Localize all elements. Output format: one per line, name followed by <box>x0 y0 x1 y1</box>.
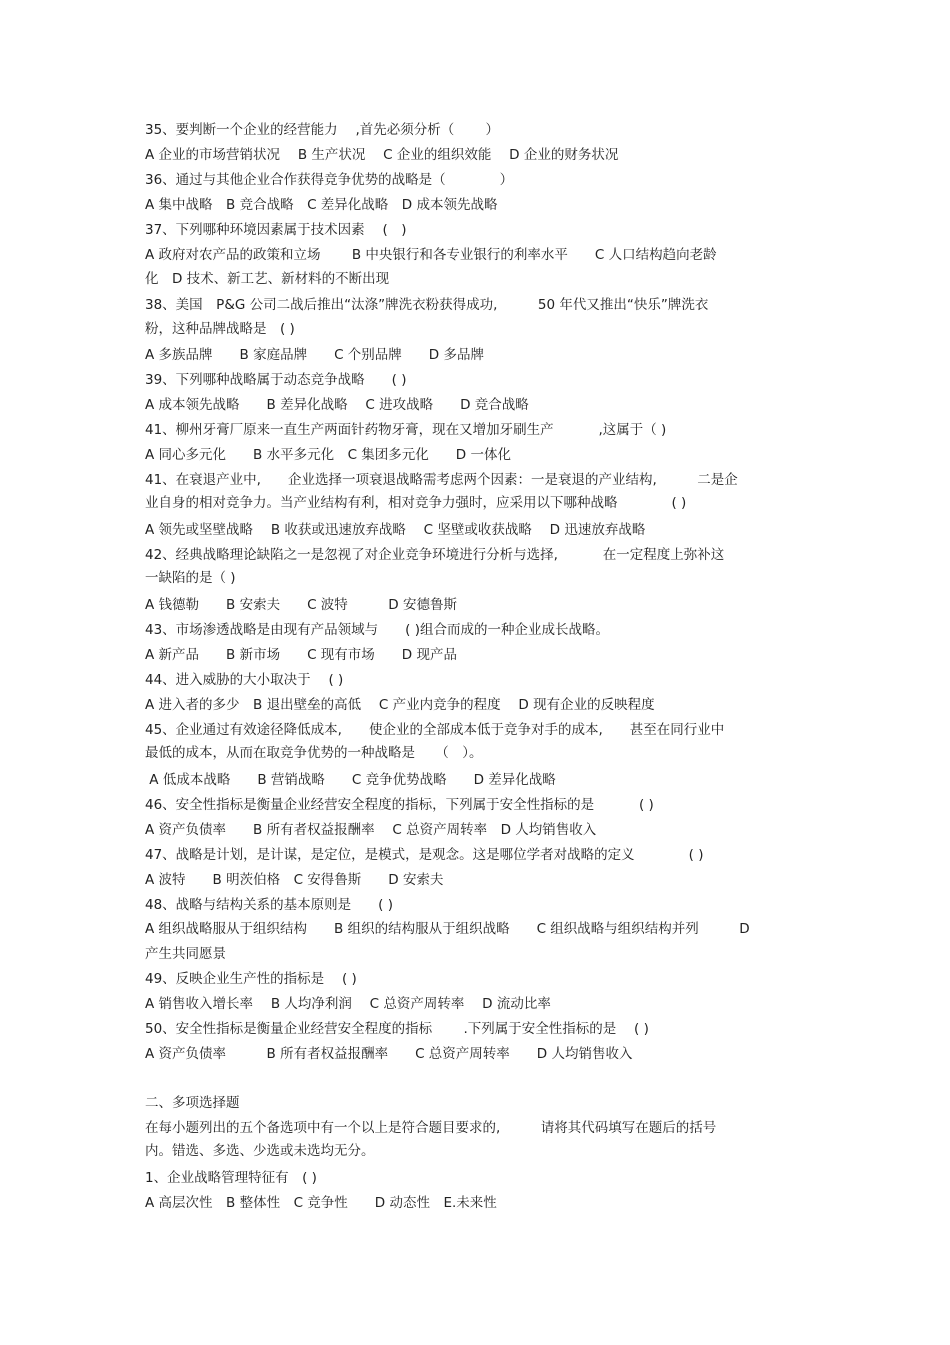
text-line: 46、安全性指标是衡量企业经营安全程度的指标，下列属于安全性指标的是 ( ) <box>145 797 654 813</box>
text-line: A 多族品牌 B 家庭品牌 C 个别品牌 D 多品牌 <box>145 347 484 363</box>
text-line: 42、经典战略理论缺陷之一是忽视了对企业竞争环境进行分析与选择, 在一定程度上弥补这 <box>145 547 725 563</box>
text-line: 44、进入威胁的大小取决于 ( ) <box>145 672 344 688</box>
text-line: 49、反映企业生产性的指标是 ( ) <box>145 971 357 987</box>
text-line: 50、安全性指标是衡量企业经营安全程度的指标 .下列属于安全性指标的是 ( ) <box>145 1021 649 1037</box>
text-line: 36、通过与其他企业合作获得竞争优势的战略是（ ） <box>145 172 514 188</box>
text-line: 45、企业通过有效途径降低成本, 使企业的全部成本低于竞争对手的成本, 甚至在同行业中 <box>145 722 725 738</box>
text-line: 1、企业战略管理特征有 ( ) <box>145 1170 317 1186</box>
text-line: A 领先或坚壁战略 B 收获或迅速放弃战略 C 坚壁或收获战略 D 迅速放弃战略 <box>145 522 646 538</box>
text-line: A 同心多元化 B 水平多元化 C 集团多元化 D 一体化 <box>145 447 511 463</box>
text-line: A 低成本战略 B 营销战略 C 竞争优势战略 D 差异化战略 <box>145 772 556 788</box>
text-line: 39、下列哪种战略属于动态竞争战略 ( ) <box>145 372 407 388</box>
text-line: 二、多项选择题 <box>145 1095 240 1111</box>
text-line: 最低的成本，从而在取竞争优势的一种战略是 （ ）。 <box>145 745 483 761</box>
text-line: 产生共同愿景 <box>145 946 226 962</box>
text-line: A 钱德勒 B 安索夫 C 波特 D 安德鲁斯 <box>145 597 457 613</box>
text-line: 化 D 技术、新工艺、新材料的不断出现 <box>145 271 390 287</box>
text-line: 35、要判断一个企业的经营能力 ,首先必须分析（ ） <box>145 122 500 138</box>
text-line: A 新产品 B 新市场 C 现有市场 D 现产品 <box>145 647 457 663</box>
text-line: A 企业的市场营销状况 B 生产状况 C 企业的组织效能 D 企业的财务状况 <box>145 147 619 163</box>
text-line: 粉，这种品牌战略是 ( ) <box>145 321 295 337</box>
text-line: A 进入者的多少 B 退出壁垒的高低 C 产业内竞争的程度 D 现有企业的反映程度 <box>145 697 655 713</box>
text-line: A 成本领先战略 B 差异化战略 C 进攻战略 D 竞合战略 <box>145 397 529 413</box>
text-line: 47、战略是计划，是计谋，是定位，是模式，是观念。这是哪位学者对战略的定义 ( ) <box>145 847 704 863</box>
text-line: A 资产负债率 B 所有者权益报酬率 C 总资产周转率 D 人均销售收入 <box>145 822 597 838</box>
text-line: A 集中战略 B 竞合战略 C 差异化战略 D 成本领先战略 <box>145 197 498 213</box>
text-line: A 组织战略服从于组织结构 B 组织的结构服从于组织战略 C 组织战略与组织结构并列 D <box>145 921 750 937</box>
text-line: 41、柳州牙膏厂原来一直生产两面针药物牙膏，现在又增加牙刷生产 ,这属于（ ) <box>145 422 667 438</box>
text-line: A 销售收入增长率 B 人均净利润 C 总资产周转率 D 流动比率 <box>145 996 551 1012</box>
text-line: 41、在衰退产业中, 企业选择一项衰退战略需考虑两个因素：一是衰退的产业结构, 二是企 <box>145 472 738 488</box>
text-line: 业自身的相对竞争力。当产业结构有利，相对竞争力强时，应采用以下哪种战略 ( ) <box>145 495 687 511</box>
text-line: A 波特 B 明茨伯格 C 安得鲁斯 D 安索夫 <box>145 872 444 888</box>
text-line: 在每小题列出的五个备选项中有一个以上是符合题目要求的, 请将其代码填写在题后的括号 <box>145 1120 717 1136</box>
text-line: 内。错选、多选、少选或未选均无分。 <box>145 1143 375 1159</box>
text-line: A 高层次性 B 整体性 C 竞争性 D 动态性 E.未来性 <box>145 1195 497 1211</box>
text-line: 38、美国 P&G 公司二战后推出“汰涤”牌洗衣粉获得成功, 50 年代又推出“快乐”牌洗衣 <box>145 297 709 313</box>
text-line: 一缺陷的是（ ) <box>145 570 236 586</box>
text-line: A 资产负债率 B 所有者权益报酬率 C 总资产周转率 D 人均销售收入 <box>145 1046 633 1062</box>
text-line: 37、下列哪种环境因素属于技术因素 ( ) <box>145 222 407 238</box>
text-line: 43、市场渗透战略是由现有产品领域与 ( )组合而成的一种企业成长战略。 <box>145 622 610 638</box>
text-line: A 政府对农产品的政策和立场 B 中央银行和各专业银行的利率水平 C 人口结构趋向老龄 <box>145 247 717 263</box>
text-line: 48、战略与结构关系的基本原则是 ( ) <box>145 897 394 913</box>
